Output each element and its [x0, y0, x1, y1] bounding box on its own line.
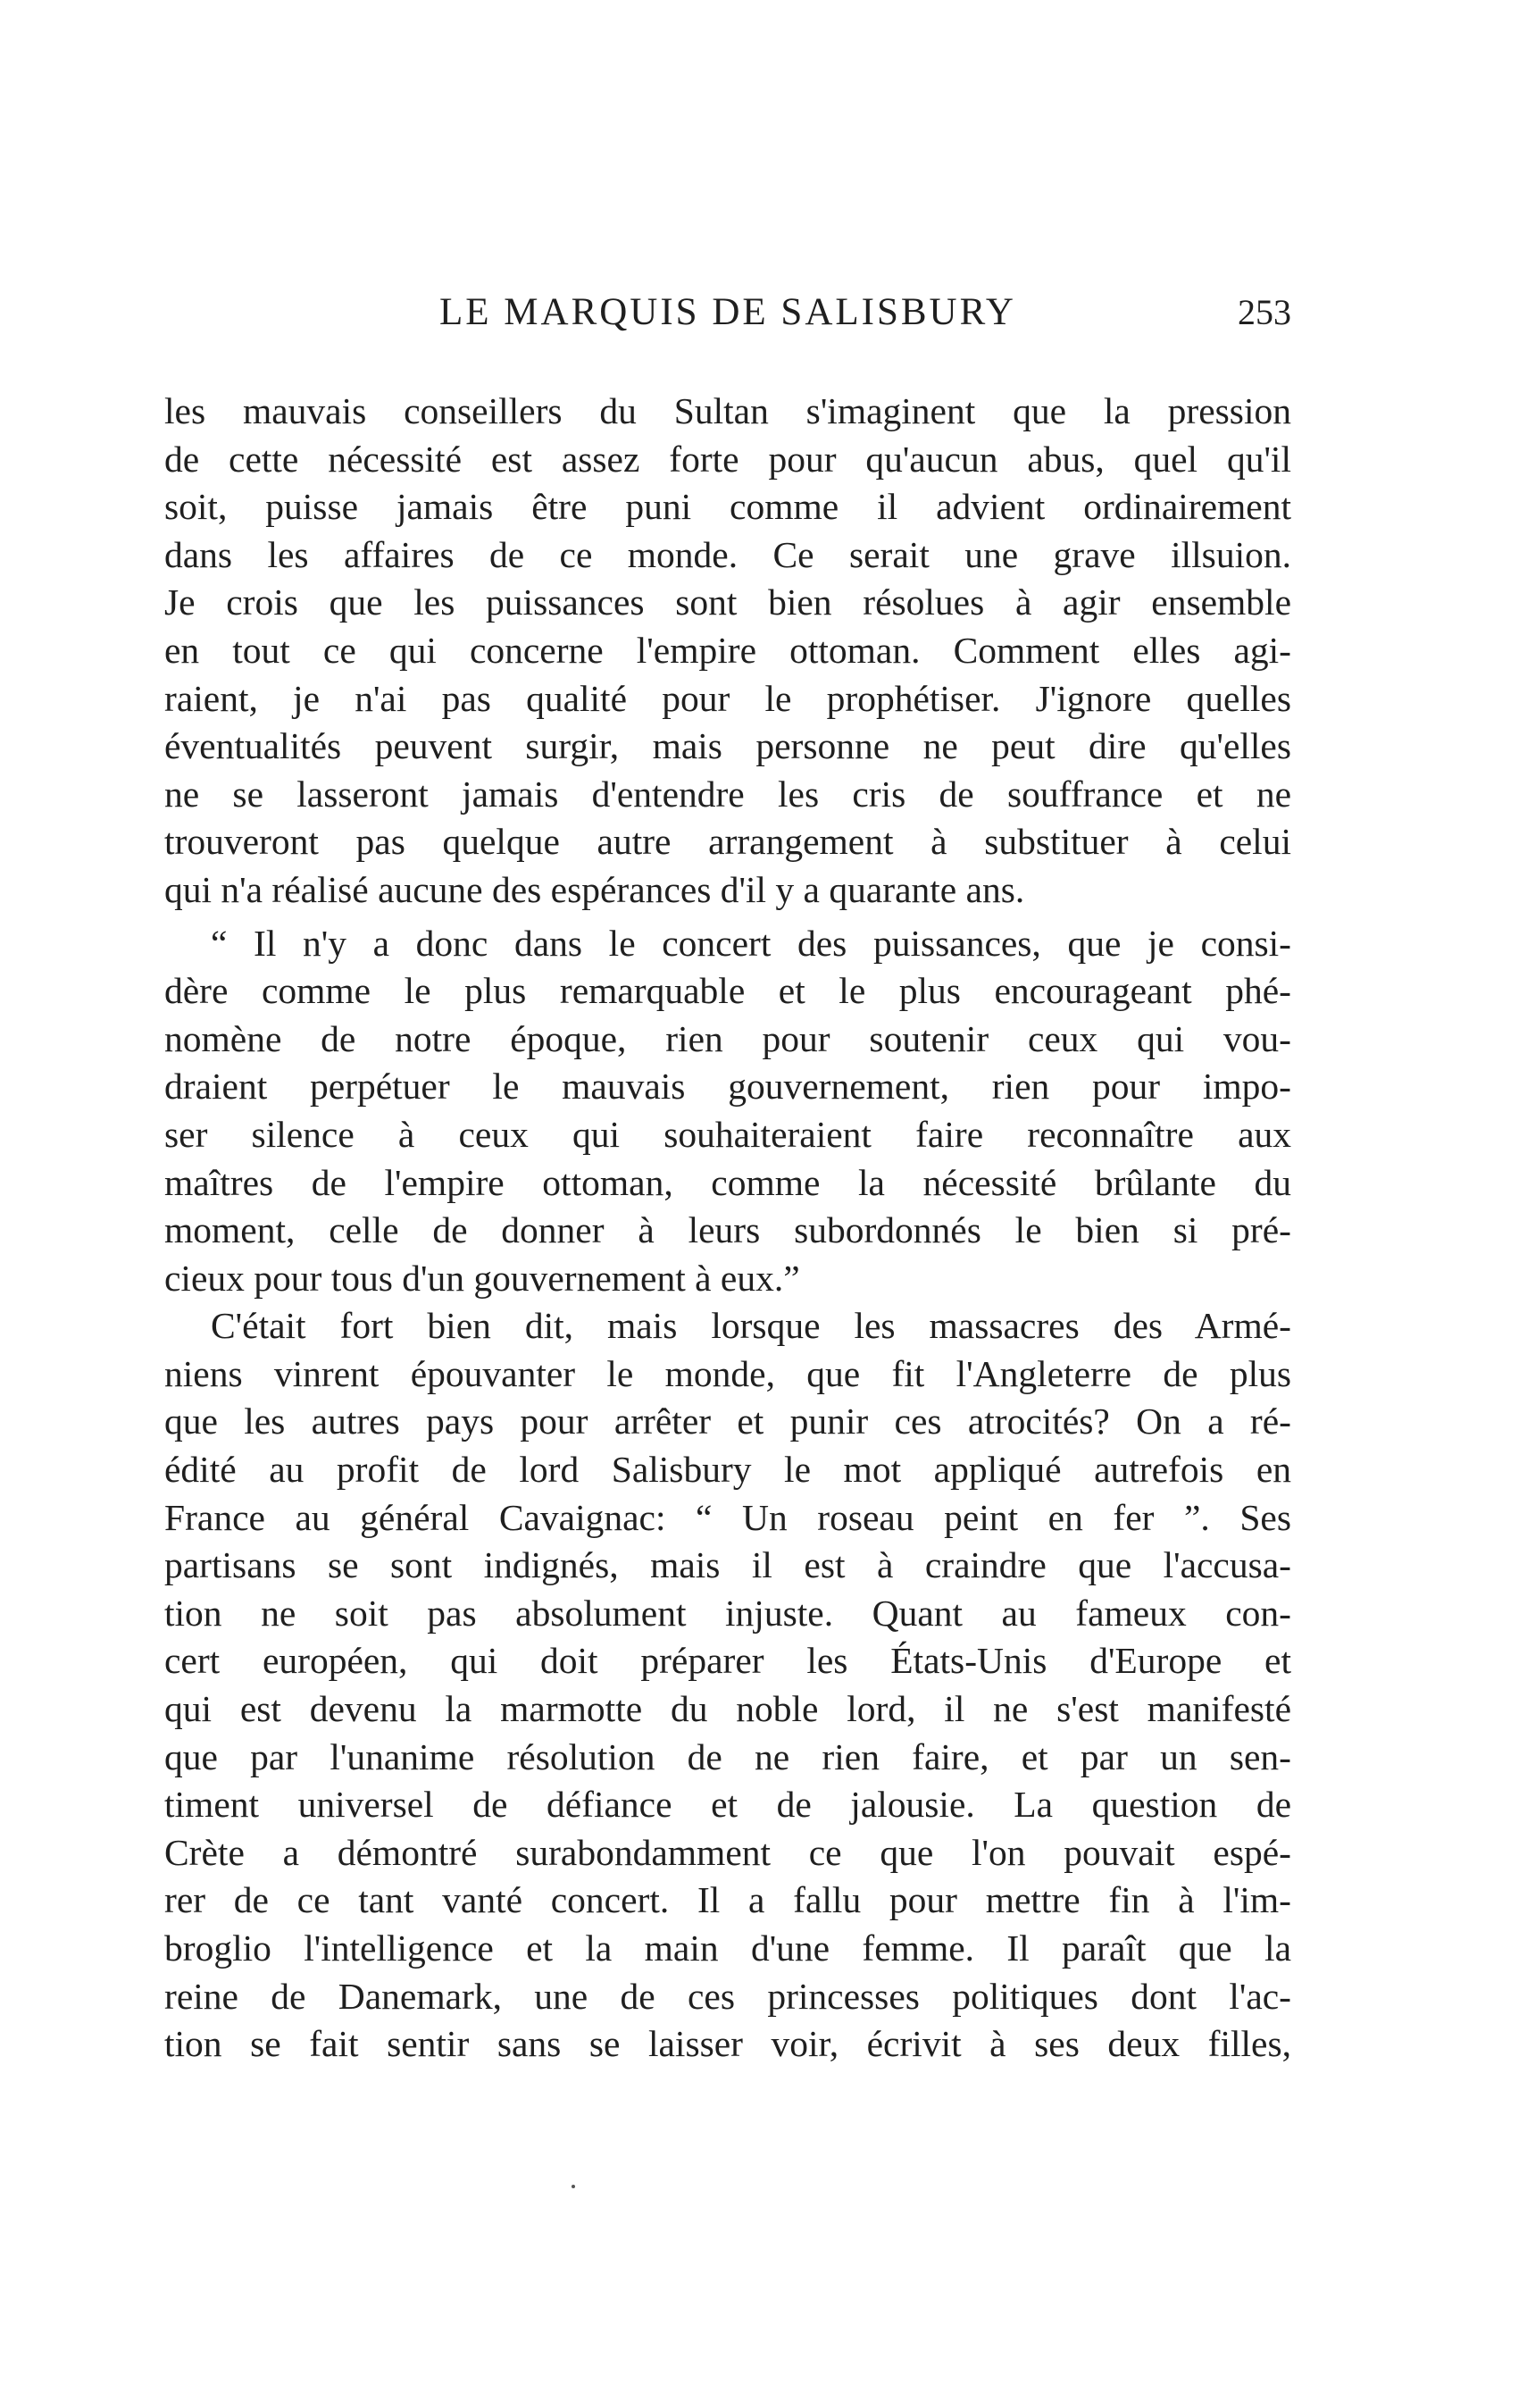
text-line: nomène de notre époque, rien pour soutenir ceux qui vou- — [164, 1017, 1291, 1059]
text-line: raient, je n'ai pas qualité pour le prophétiser. J'ignore quelles — [164, 677, 1291, 719]
text-line: soit, puisse jamais être puni comme il advient ordinairement — [164, 486, 1291, 528]
text-line: C'était fort bien dit, mais lorsque les massacres des Armé- — [211, 1305, 1291, 1347]
text-line: dère comme le plus remarquable et le plus encourageant phé- — [164, 970, 1291, 1012]
text-line: France au général Cavaignac: “ Un roseau peint en fer ”. Ses — [164, 1496, 1291, 1538]
text-line: les mauvais conseillers du Sultan s'imaginent que la pression — [164, 390, 1291, 431]
text-line: de cette nécessité est assez forte pour qu'aucun abus, quel qu'il — [164, 438, 1291, 480]
ink-speck — [572, 2185, 575, 2188]
text-line: dans les affaires de ce monde. Ce serait une grave illsuion. — [164, 533, 1291, 575]
text-line: moment, celle de donner à leurs subordonnés le bien si pré- — [164, 1209, 1291, 1251]
text-line: partisans se sont indignés, mais il est à craindre que l'accusa- — [164, 1544, 1291, 1586]
paragraph-3 — [164, 1302, 1291, 2069]
paragraph-1 — [164, 388, 1291, 915]
page-number: 253 — [1238, 292, 1291, 332]
text-line: que les autres pays pour arrêter et punir ces atrocités? On a ré- — [164, 1400, 1291, 1442]
text-line: tion se fait sentir sans se laisser voir, écrivit à ses deux filles, — [164, 2023, 1291, 2065]
text-line: niens vinrent épouvanter le monde, que fit l'Angleterre de plus — [164, 1352, 1291, 1394]
text-line: cieux pour tous d'un gouvernement à eux.” — [164, 1257, 800, 1299]
text-line: Crète a démontré surabondamment ce que l'on pouvait espé- — [164, 1831, 1291, 1873]
running-head — [164, 288, 1291, 338]
body-text — [164, 388, 1291, 2069]
text-line: reine de Danemark, une de ces princesses politiques dont l'ac- — [164, 1975, 1291, 2017]
text-line: éventualités peuvent surgir, mais personne ne peut dire qu'elles — [164, 725, 1291, 767]
text-line: que par l'unanime résolution de ne rien faire, et par un sen- — [164, 1735, 1291, 1777]
text-line: ne se lasseront jamais d'entendre les cris de souffrance et ne — [164, 773, 1291, 815]
text-line: édité au profit de lord Salisbury le mot appliqué autrefois en — [164, 1449, 1291, 1491]
text-line: timent universel de défiance et de jalousie. La question de — [164, 1784, 1291, 1826]
text-line: en tout ce qui concerne l'empire ottoman. Comment elles agi- — [164, 629, 1291, 671]
text-line: qui est devenu la marmotte du noble lord, il ne s'est manifesté — [164, 1688, 1291, 1730]
running-title: LE MARQUIS DE SALISBURY — [439, 291, 1016, 333]
text-line: draient perpétuer le mauvais gouvernement, rien pour impo- — [164, 1066, 1291, 1108]
text-line: tion ne soit pas absolument injuste. Quant au fameux con- — [164, 1592, 1291, 1634]
text-line: broglio l'intelligence et la main d'une femme. Il paraît que la — [164, 1927, 1291, 1969]
text-line: cert européen, qui doit préparer les États-Unis d'Europe et — [164, 1640, 1291, 1682]
text-line: ser silence à ceux qui souhaiteraient faire reconnaître aux — [164, 1113, 1291, 1155]
text-line: trouveront pas quelque autre arrangement à substituer à celui — [164, 821, 1291, 863]
text-line: rer de ce tant vanté concert. Il a fallu pour mettre fin à l'im- — [164, 1879, 1291, 1921]
paragraph-2 — [164, 920, 1291, 1303]
text-line: Je crois que les puissances sont bien résolues à agir ensemble — [164, 581, 1291, 623]
text-line: maîtres de l'empire ottoman, comme la nécessité brûlante du — [164, 1161, 1291, 1203]
text-line: “ Il n'y a donc dans le concert des puissances, que je consi- — [211, 922, 1291, 964]
text-line: qui n'a réalisé aucune des espérances d'il y a quarante ans. — [164, 868, 1025, 910]
